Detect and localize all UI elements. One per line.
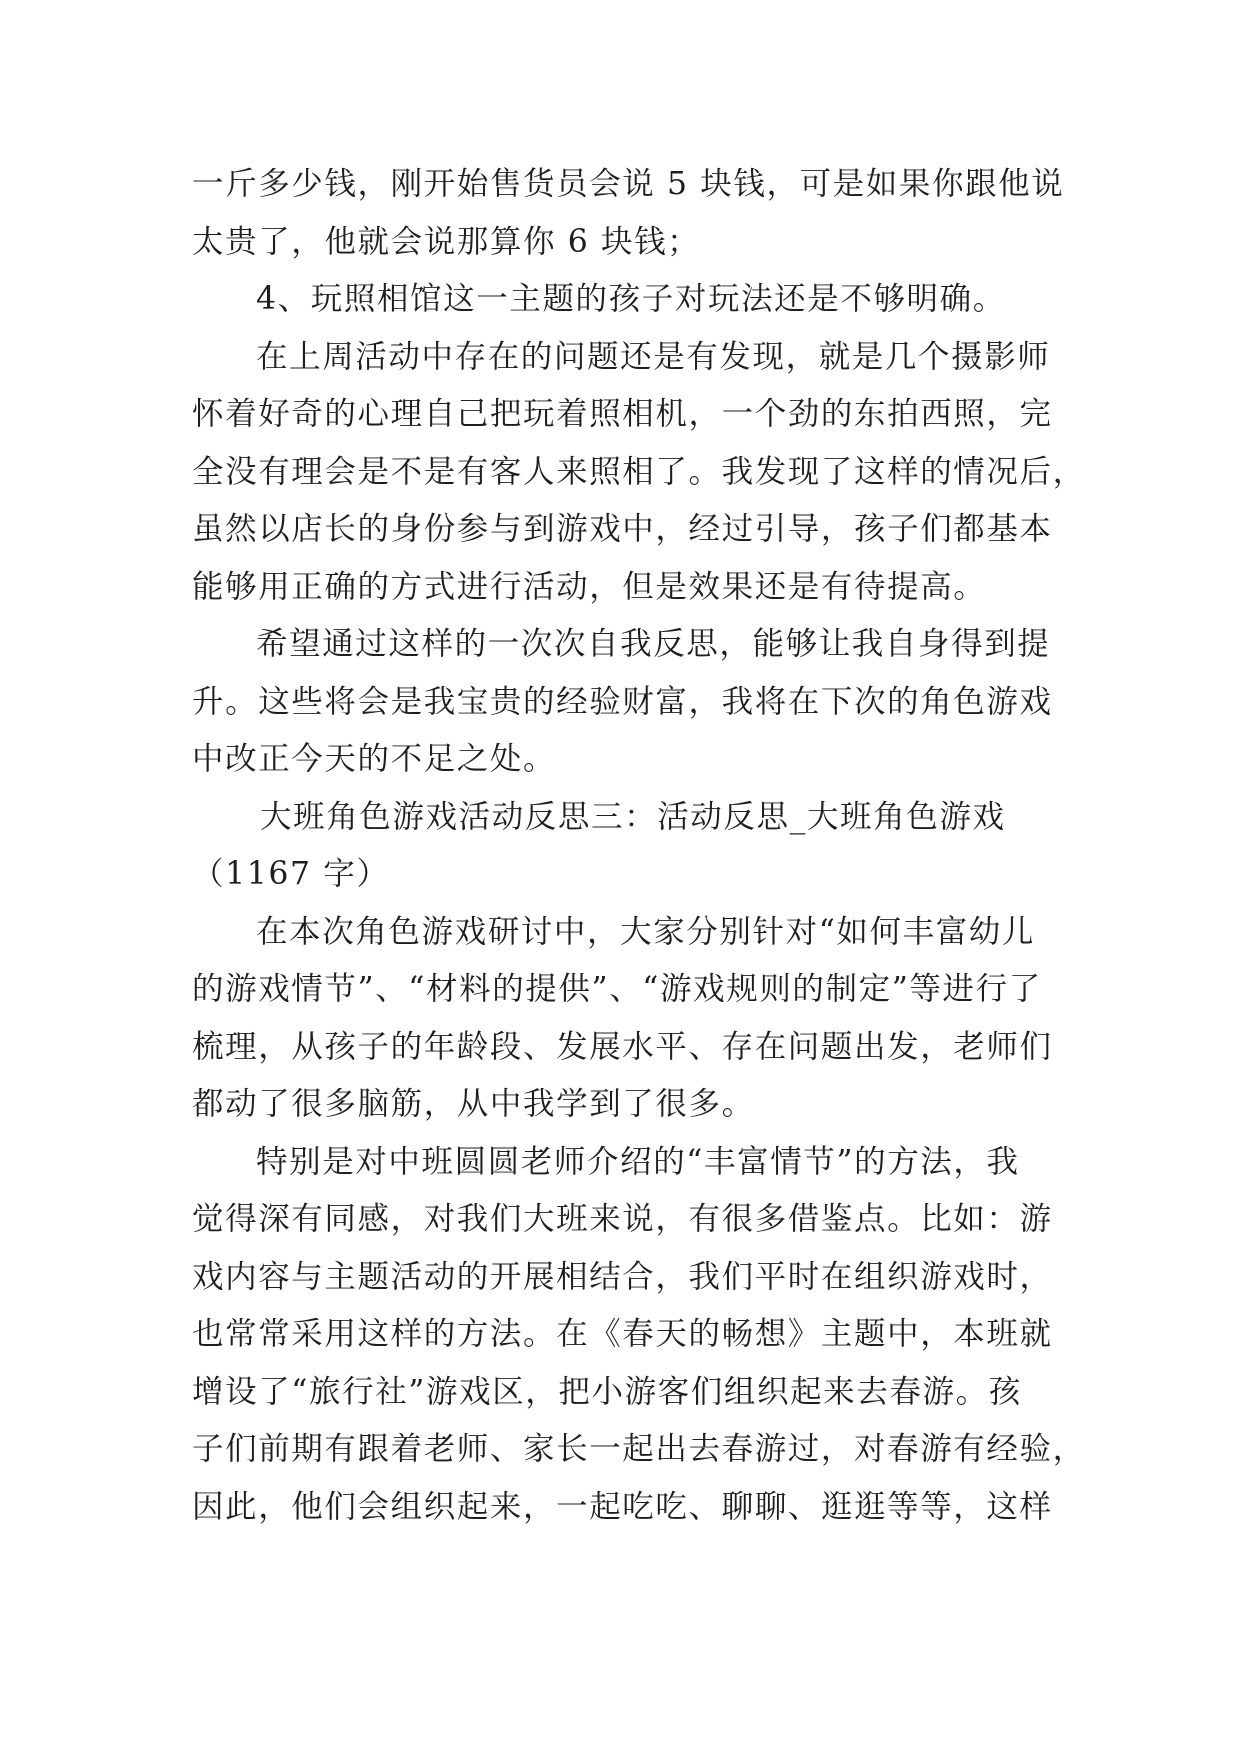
text-line: 都动了很多脑筋，从中我学到了很多。 [192, 1086, 755, 1122]
text-line: 太贵了，他就会说那算你 6 块钱； [192, 223, 701, 260]
text-line: 因此，他们会组织起来，一起吃吃、聊聊、逛逛等等，这样 [192, 1488, 1053, 1525]
list-item-4: 4、玩照相馆这一主题的孩子对玩法还是不够明确。 [256, 281, 1006, 317]
text-line: 增设了“旅行社”游戏区，把小游客们组织起来去春游。孩 [192, 1373, 1022, 1410]
text-line: 升。这些将会是我宝贵的经验财富，我将在下次的角色游戏 [192, 683, 1053, 720]
text-line: 怀着好奇的心理自己把玩着照相机，一个劲的东拍西照，完 [192, 396, 1053, 432]
text-line: 的游戏情节”、“材料的提供”、“游戏规则的制定”等进行了 [192, 971, 1042, 1007]
text-line: 觉得深有同感，对我们大班来说，有很多借鉴点。比如：游 [192, 1201, 1053, 1237]
text-line: 中改正今天的不足之处。 [192, 741, 557, 777]
document-page [192, 156, 1086, 1536]
text-line: 一斤多少钱，刚开始售货员会说 5 块钱，可是如果你跟他说 [192, 166, 1065, 202]
text-line: 虽然以店长的身份参与到游戏中，经过引导，孩子们都基本 [192, 511, 1053, 547]
text-line: 也常常采用这样的方法。在《春天的畅想》主题中，本班就 [192, 1316, 1053, 1352]
text-line: 梳理，从孩子的年龄段、发展水平、存在问题出发，老师们 [192, 1028, 1053, 1065]
text-line: 子们前期有跟着老师、家长一起出去春游过，对春游有经验， [192, 1431, 1086, 1467]
section-heading: 大班角色游戏活动反思三：活动反思_大班角色游戏 [260, 798, 1006, 835]
paragraph-start: 在上周活动中存在的问题还是有发现，就是几个摄影师 [256, 338, 1051, 375]
paragraph-start: 在本次角色游戏研讨中，大家分别针对“如何丰富幼儿 [256, 913, 1036, 950]
text-line: 能够用正确的方式进行活动，但是效果还是有待提高。 [192, 568, 987, 605]
paragraph-start: 希望通过这样的一次次自我反思，能够让我自身得到提 [256, 626, 1051, 662]
paragraph-start: 特别是对中班圆圆老师介绍的“丰富情节”的方法，我 [256, 1143, 1020, 1180]
text-line: 全没有理会是不是有客人来照相了。我发现了这样的情况后， [192, 453, 1086, 490]
section-heading-word-count: （1167 字） [192, 856, 390, 892]
text-line: 戏内容与主题活动的开展相结合，我们平时在组织游戏时， [192, 1258, 1053, 1295]
